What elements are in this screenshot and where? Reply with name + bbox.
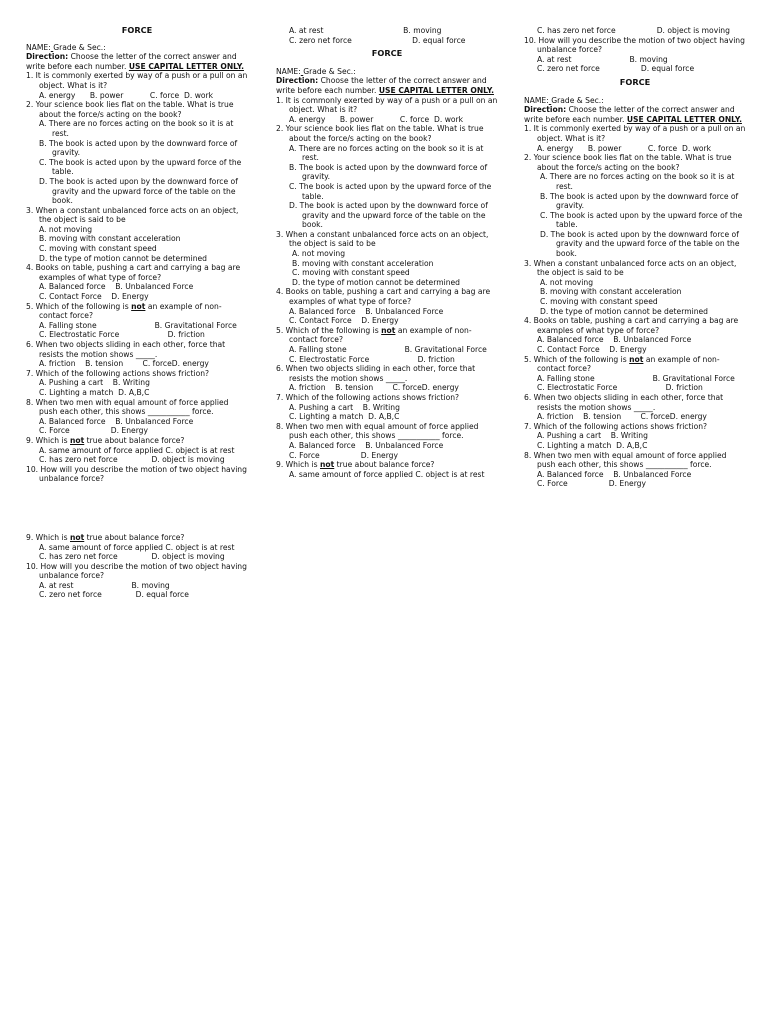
option: C. The book is acted upon by the upward force of the table. xyxy=(289,181,492,201)
question-2 xyxy=(276,124,498,230)
option: B. moving with constant acceleration xyxy=(540,287,682,297)
option: C. zero net force xyxy=(537,64,600,74)
option: C. Force xyxy=(289,450,320,460)
option: A. Pushing a cart xyxy=(39,378,104,388)
option: C. Contact Force xyxy=(537,345,600,354)
question-text: When two men with equal amount of force applied push each other, this shows ___________ force. xyxy=(35,397,229,417)
question-text: When two men with equal amount of force applied push each other, this shows ___________ force. xyxy=(285,421,479,441)
question-number: 7. xyxy=(524,421,532,431)
option: B. Gravitational Force xyxy=(404,345,487,354)
option: D. Energy xyxy=(360,450,398,460)
option: A. at rest xyxy=(39,580,74,590)
column-2 xyxy=(276,26,498,479)
question-text: When a constant unbalanced force acts on an object, the object is said to be xyxy=(285,229,489,249)
question-7 xyxy=(524,422,746,451)
option: D. Energy xyxy=(609,345,647,354)
question-text: When two objects sliding in each other, force that resists the motion shows _____. xyxy=(533,392,724,412)
option: C. force xyxy=(399,114,430,124)
question-3 xyxy=(276,230,498,288)
question-8 xyxy=(26,398,248,436)
column-3 xyxy=(524,26,746,489)
option: A. Falling stone xyxy=(289,345,347,354)
option: D. A,B,C xyxy=(118,387,150,397)
question-emphasis: not xyxy=(70,532,85,542)
option: D. energy xyxy=(171,359,209,369)
question-text: true about balance force? xyxy=(84,532,185,542)
option: D. work xyxy=(434,114,464,124)
question-number: 9. xyxy=(26,435,34,445)
option: A. Balanced force xyxy=(39,282,106,292)
direction-text: Choose the letter of the correct answer and write before each number. xyxy=(276,76,487,95)
option: A. friction xyxy=(537,412,574,422)
option: C. Electrostatic Force xyxy=(289,354,370,364)
question-text: Which of the following is xyxy=(35,301,132,311)
question-number: 1. xyxy=(26,71,34,81)
question-4 xyxy=(524,316,746,354)
option: A. Balanced force xyxy=(39,416,106,426)
page-title: FORCE xyxy=(371,48,403,59)
question-number: 6. xyxy=(524,392,532,402)
question-emphasis: not xyxy=(381,325,396,335)
option: D. The book is acted upon by the downward force of gravity and the upward force of the table on the book. xyxy=(540,229,740,259)
question-number: 8. xyxy=(276,421,284,431)
question-text: It is commonly exerted by way of a push or a pull on an object. What is it? xyxy=(285,95,498,115)
option: A. There are no forces acting on the book so it is at rest. xyxy=(39,119,234,138)
option: A. There are no forces acting on the book so it is at rest. xyxy=(540,172,735,191)
option: D. A,B,C xyxy=(616,440,648,450)
question-number: 10. xyxy=(26,561,39,571)
question-number: 1. xyxy=(524,124,532,134)
direction-label: Direction: xyxy=(524,105,567,115)
question-number: 7. xyxy=(276,392,284,402)
question-number: 1. xyxy=(276,95,284,105)
direction-label: Direction: xyxy=(26,52,69,62)
question-2 xyxy=(26,100,248,206)
option: A. energy xyxy=(537,143,574,153)
option: B. The book is acted upon by the downward force of gravity. xyxy=(289,162,488,182)
question-text: Which of the following actions shows friction? xyxy=(285,392,460,402)
direction-text: Choose the letter of the correct answer and write before each number. xyxy=(524,105,735,124)
direction-emphasis: USE CAPITAL LETTER ONLY. xyxy=(128,61,244,71)
option: D. friction xyxy=(167,330,205,340)
question-emphasis: not xyxy=(320,460,335,470)
option: D. the type of motion cannot be determined xyxy=(292,277,461,287)
question-text: Books on table, pushing a cart and carrying a bag are examples of what type of force? xyxy=(533,316,739,335)
option: C. has zero net force xyxy=(537,26,616,35)
option: D. equal force xyxy=(135,590,189,600)
option: A. Falling stone xyxy=(39,320,97,330)
question-1 xyxy=(26,71,248,100)
option: D. object is moving xyxy=(656,26,730,35)
option: A. at rest xyxy=(537,54,572,64)
option: A. Balanced force xyxy=(537,335,604,345)
question-3 xyxy=(524,259,746,317)
option: D. friction xyxy=(417,354,455,364)
option: A. same amount of force applied xyxy=(39,445,163,455)
question-9 xyxy=(276,460,498,479)
question-1 xyxy=(276,96,498,125)
option: C. has zero net force xyxy=(39,455,118,465)
page-title: FORCE xyxy=(619,76,651,87)
question-text: Which of the following is xyxy=(533,354,630,364)
option: C. The book is acted upon by the upward force of the table. xyxy=(39,157,242,177)
option: B. Writing xyxy=(112,378,150,388)
option: C. force xyxy=(149,90,180,100)
option: B. moving xyxy=(629,54,668,64)
question-text: Your science book lies flat on the table. What is true about the force/s acting on the book? xyxy=(285,124,484,143)
option: D. A,B,C xyxy=(368,412,400,422)
option: C. Lighting a match xyxy=(537,440,612,450)
question-text: Which of the following actions shows friction? xyxy=(533,421,708,431)
option: D. the type of motion cannot be determined xyxy=(540,306,709,316)
option: B. moving xyxy=(403,26,442,35)
option: C. Lighting a match xyxy=(289,412,364,422)
option: B. moving with constant acceleration xyxy=(292,258,434,268)
question-8 xyxy=(524,451,746,489)
question-number: 2. xyxy=(276,124,284,134)
question-number: 10. xyxy=(26,464,39,474)
question-text: Which of the following is xyxy=(285,325,382,335)
question-5 xyxy=(524,355,746,393)
grade-label: Grade & Sec.: xyxy=(551,95,604,105)
question-number: 7. xyxy=(26,368,34,378)
option: C. moving with constant speed xyxy=(540,297,658,307)
question-7 xyxy=(276,393,498,422)
question-text: an example of non-contact force? xyxy=(289,325,472,345)
option: B. Unbalanced Force xyxy=(613,469,692,479)
question-number: 9. xyxy=(26,532,34,542)
directions xyxy=(276,76,498,95)
page-title: FORCE xyxy=(121,25,153,35)
option: A. Pushing a cart xyxy=(537,431,602,441)
option: A. There are no forces acting on the book so it is at rest. xyxy=(289,143,484,163)
option: B. Unbalanced Force xyxy=(365,306,444,316)
option: C. Electrostatic Force xyxy=(537,383,618,393)
question-emphasis: not xyxy=(131,301,146,311)
option: D. equal force xyxy=(412,35,466,45)
question-text: How will you describe the motion of two object having unbalance force? xyxy=(537,35,745,55)
question-text: Books on table, pushing a cart and carrying a bag are examples of what type of force? xyxy=(285,287,491,307)
name-label: NAME: xyxy=(26,42,51,52)
option: B. power xyxy=(89,90,124,100)
question-text: When a constant unbalanced force acts on an object, the object is said to be xyxy=(533,258,737,278)
option: C. object is at rest xyxy=(165,542,235,552)
question-text: It is commonly exerted by way of a push or a pull on an object. What is it? xyxy=(35,71,248,90)
option: D. work xyxy=(184,90,214,100)
option: C. Contact Force xyxy=(289,316,352,326)
option: B. Unbalanced Force xyxy=(115,282,194,292)
question-4 xyxy=(26,263,248,301)
option: A. friction xyxy=(39,359,76,369)
option: D. The book is acted upon by the downward force of gravity and the upward force of the table on the book. xyxy=(39,176,238,206)
question-emphasis: not xyxy=(70,435,85,445)
option: B. power xyxy=(339,114,374,124)
question-text: Your science book lies flat on the table. What is true about the force/s acting on the book? xyxy=(533,153,732,172)
direction-emphasis: USE CAPITAL LETTER ONLY. xyxy=(378,85,494,95)
option: C. moving with constant speed xyxy=(292,268,410,278)
option: B. The book is acted upon by the downward force of gravity. xyxy=(39,138,238,158)
option: B. tension xyxy=(583,412,622,422)
option: B. tension xyxy=(335,383,374,393)
name-line xyxy=(524,96,746,106)
question-number: 5. xyxy=(524,354,532,364)
question-9-repeat xyxy=(26,533,248,562)
option: C. Lighting a match xyxy=(39,387,114,397)
name-label: NAME: xyxy=(524,95,549,105)
option: C. Contact Force xyxy=(39,292,102,302)
option: A. same amount of force applied xyxy=(39,542,163,552)
option: C. Force xyxy=(39,426,70,436)
question-text: Which of the following actions shows friction? xyxy=(35,368,210,378)
name-line xyxy=(276,67,498,77)
question-number: 4. xyxy=(276,287,284,297)
question-emphasis: not xyxy=(629,354,644,364)
option: B. Unbalanced Force xyxy=(613,335,692,345)
option: B. moving xyxy=(131,580,170,590)
option: D. the type of motion cannot be determined xyxy=(39,253,208,263)
option: D. Energy xyxy=(110,426,148,436)
question-text: How will you describe the motion of two object having unbalance force? xyxy=(39,561,247,581)
option: C. zero net force xyxy=(289,35,352,45)
question-3 xyxy=(26,206,248,264)
question-text: How will you describe the motion of two object having unbalance force? xyxy=(39,464,247,484)
option: D. object is moving xyxy=(151,455,225,465)
question-number: 2. xyxy=(524,153,532,163)
question-text: Which is xyxy=(35,435,70,445)
column-1 xyxy=(26,26,248,600)
option: B. Gravitational Force xyxy=(652,373,735,383)
question-text: When a constant unbalanced force acts on an object, the object is said to be xyxy=(35,205,239,225)
question-text: an example of non-contact force? xyxy=(537,354,720,374)
directions xyxy=(524,105,746,124)
option: D. energy xyxy=(669,412,707,422)
option: C. zero net force xyxy=(39,590,102,600)
option: A. Pushing a cart xyxy=(289,402,354,412)
option: A. friction xyxy=(289,383,326,393)
question-text: When two objects sliding in each other, force that resists the motion shows _____. xyxy=(285,364,476,383)
option: D. object is moving xyxy=(151,552,225,562)
question-text: Books on table, pushing a cart and carrying a bag are examples of what type of force? xyxy=(35,263,241,282)
grade-label: Grade & Sec.: xyxy=(53,42,106,52)
option: B. Writing xyxy=(610,431,648,441)
option: C. object is at rest xyxy=(415,469,485,479)
question-number: 6. xyxy=(276,364,284,374)
question-number: 8. xyxy=(26,397,34,407)
question-text: Which is xyxy=(35,532,70,542)
option: D. equal force xyxy=(640,64,695,74)
question-text: Which is xyxy=(285,460,320,470)
option: D. The book is acted upon by the downward force of gravity and the upward force of the table on the book. xyxy=(289,201,488,230)
question-5 xyxy=(276,326,498,364)
question-number: 5. xyxy=(26,301,34,311)
option: D. energy xyxy=(421,383,459,393)
option: A. energy xyxy=(39,90,76,100)
option: A. energy xyxy=(289,114,326,124)
question-number: 9. xyxy=(276,460,284,470)
option: A. not moving xyxy=(540,277,594,287)
question-number: 10. xyxy=(524,35,537,45)
question-number: 4. xyxy=(26,263,34,273)
option: C. force xyxy=(142,359,172,369)
option: C. moving with constant speed xyxy=(39,244,157,254)
option: C. Electrostatic Force xyxy=(39,330,120,340)
option: B. Unbalanced Force xyxy=(115,416,194,426)
option: C. has zero net force xyxy=(39,552,118,562)
question-number: 3. xyxy=(276,229,284,239)
directions xyxy=(26,52,248,71)
option: D. work xyxy=(682,143,712,153)
option: D. Energy xyxy=(608,479,646,489)
question-number: 5. xyxy=(276,325,284,335)
name-label: NAME: xyxy=(276,66,301,76)
option: A. Balanced force xyxy=(289,440,356,450)
option: B. Unbalanced Force xyxy=(365,440,444,450)
option: C. The book is acted upon by the upward force of the table. xyxy=(540,210,743,230)
option: C. force xyxy=(647,143,678,153)
question-7 xyxy=(26,369,248,398)
option: A. Balanced force xyxy=(289,306,356,316)
question-9 xyxy=(26,436,248,465)
question-10 xyxy=(26,465,248,484)
question-text: It is commonly exerted by way of a push or a pull on an object. What is it? xyxy=(533,124,746,143)
option: A. same amount of force applied xyxy=(289,469,413,479)
option: A. at rest xyxy=(289,26,324,35)
question-4 xyxy=(276,287,498,325)
option: A. not moving xyxy=(39,224,93,234)
question-10-repeat xyxy=(26,562,248,600)
question-number: 8. xyxy=(524,450,532,460)
option: A. not moving xyxy=(292,249,346,259)
option: B. Writing xyxy=(362,402,400,412)
question-text: When two men with equal amount of force applied push each other, this shows ___________ force. xyxy=(533,450,727,470)
option: B. tension xyxy=(85,359,124,369)
direction-emphasis: USE CAPITAL LETTER ONLY. xyxy=(626,114,742,124)
question-2 xyxy=(524,153,746,259)
option: B. power xyxy=(587,143,622,153)
option: A. Balanced force xyxy=(537,469,604,479)
direction-label: Direction: xyxy=(276,76,319,86)
question-6 xyxy=(26,340,248,369)
question-text: an example of non-contact force? xyxy=(39,301,222,321)
question-text: Your science book lies flat on the table. What is true about the force/s acting on the book? xyxy=(35,100,234,119)
option: C. force xyxy=(640,412,670,422)
option: C. object is at rest xyxy=(165,445,235,455)
option: B. moving with constant acceleration xyxy=(39,234,181,244)
question-number: 6. xyxy=(26,340,34,349)
option: D. friction xyxy=(665,383,703,393)
question-8 xyxy=(276,422,498,460)
option: C. Force xyxy=(537,479,568,489)
question-text: When two objects sliding in each other, force that resists the motion shows _____. xyxy=(35,340,226,359)
option: A. Falling stone xyxy=(537,373,595,383)
question-number: 2. xyxy=(26,100,34,110)
question-number: 4. xyxy=(524,316,532,326)
question-5 xyxy=(26,302,248,340)
question-6 xyxy=(276,364,498,393)
question-1 xyxy=(524,124,746,153)
direction-text: Choose the letter of the correct answer and write before each number. xyxy=(26,52,237,71)
option: D. Energy xyxy=(111,292,149,302)
question-text: true about balance force? xyxy=(84,435,185,445)
question-text: true about balance force? xyxy=(334,460,435,470)
question-6 xyxy=(524,393,746,422)
option: B. Gravitational Force xyxy=(154,320,237,330)
name-line xyxy=(26,43,248,53)
grade-label: Grade & Sec.: xyxy=(303,66,356,76)
question-number: 3. xyxy=(26,205,34,215)
option: C. force xyxy=(392,383,422,393)
option: B. The book is acted upon by the downward force of gravity. xyxy=(540,191,739,211)
option: D. Energy xyxy=(361,316,399,326)
question-number: 3. xyxy=(524,258,532,268)
